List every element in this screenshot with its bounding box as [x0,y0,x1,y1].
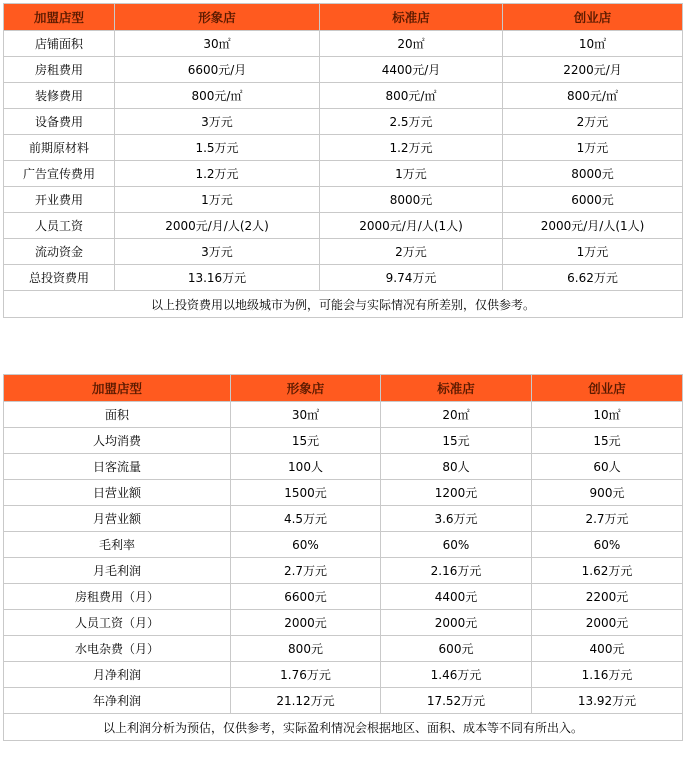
table-cell: 4400元 [381,584,532,610]
table-cell: 1.62万元 [532,558,683,584]
table-cell: 20㎡ [381,402,532,428]
table-cell: 3.6万元 [381,506,532,532]
table-cell: 3万元 [115,109,320,135]
table-cell: 1.76万元 [231,662,381,688]
table-cell: 600元 [381,636,532,662]
table-cell: 800元 [231,636,381,662]
row-label: 月净利润 [4,662,231,688]
table-cell: 15元 [381,428,532,454]
row-label: 日营业额 [4,480,231,506]
row-label: 水电杂费（月） [4,636,231,662]
table-cell: 2000元 [532,610,683,636]
row-label: 日客流量 [4,454,231,480]
table-cell: 9.74万元 [320,265,503,291]
table-cell: 8000元 [320,187,503,213]
table-cell: 1500元 [231,480,381,506]
table-row [4,83,683,109]
table-cell: 1万元 [503,135,683,161]
table-cell: 1.46万元 [381,662,532,688]
row-label: 流动资金 [4,239,115,265]
table-cell: 13.92万元 [532,688,683,714]
table-cell: 6600元/月 [115,57,320,83]
table-row [4,402,683,428]
table-cell: 6.62万元 [503,265,683,291]
table-cell: 1.2万元 [320,135,503,161]
header-cell: 标准店 [320,4,503,31]
table-row [4,428,683,454]
header-cell: 标准店 [381,375,532,402]
header-cell: 加盟店型 [4,4,115,31]
header-cell: 形象店 [231,375,381,402]
table-row [4,558,683,584]
table-cell: 900元 [532,480,683,506]
table-cell: 2200元 [532,584,683,610]
table-row [4,135,683,161]
table-cell: 400元 [532,636,683,662]
table-cell: 800元/㎡ [115,83,320,109]
row-label: 月毛利润 [4,558,231,584]
row-label: 房租费用（月） [4,584,231,610]
table-row [4,265,683,291]
table-cell: 2.7万元 [532,506,683,532]
profit-analysis-table [3,374,683,741]
note-row [4,291,683,318]
table-row [4,213,683,239]
table-row [4,506,683,532]
table-cell: 4.5万元 [231,506,381,532]
table-cell: 6000元 [503,187,683,213]
row-label: 装修费用 [4,83,115,109]
table-cell: 8000元 [503,161,683,187]
table-row [4,688,683,714]
table-cell: 60% [231,532,381,558]
table-cell: 800元/㎡ [320,83,503,109]
table-cell: 1200元 [381,480,532,506]
table-row [4,532,683,558]
table-cell: 30㎡ [231,402,381,428]
row-label: 月营业额 [4,506,231,532]
table-cell: 2000元/月/人(1人) [503,213,683,239]
table-cell: 1.2万元 [115,161,320,187]
table-row [4,161,683,187]
table-row [4,31,683,57]
row-label: 人员工资（月） [4,610,231,636]
table-cell: 3万元 [115,239,320,265]
row-label: 毛利率 [4,532,231,558]
table-cell: 2200元/月 [503,57,683,83]
row-label: 面积 [4,402,231,428]
row-label: 总投资费用 [4,265,115,291]
table-row [4,662,683,688]
table-cell: 1万元 [503,239,683,265]
header-row [4,4,683,31]
table-cell: 1.16万元 [532,662,683,688]
table-row [4,109,683,135]
table-cell: 2000元/月/人(1人) [320,213,503,239]
table-row [4,636,683,662]
table-row [4,454,683,480]
header-row [4,375,683,402]
table-cell: 2000元 [381,610,532,636]
row-label: 设备费用 [4,109,115,135]
table-cell: 15元 [231,428,381,454]
investment-note: 以上投资费用以地级城市为例，可能会与实际情况有所差别，仅供参考。 [4,291,683,318]
table-cell: 10㎡ [503,31,683,57]
table-cell: 2000元/月/人(2人) [115,213,320,239]
table-cell: 1.5万元 [115,135,320,161]
table-cell: 21.12万元 [231,688,381,714]
table-cell: 800元/㎡ [503,83,683,109]
table-cell: 2.16万元 [381,558,532,584]
row-label: 前期原材料 [4,135,115,161]
table-row [4,480,683,506]
table-cell: 2万元 [503,109,683,135]
header-cell: 创业店 [532,375,683,402]
row-label: 年净利润 [4,688,231,714]
profit-note: 以上利润分析为预估，仅供参考，实际盈利情况会根据地区、面积、成本等不同有所出入。 [4,714,683,741]
row-label: 开业费用 [4,187,115,213]
table-cell: 60% [381,532,532,558]
table-row [4,610,683,636]
table-cell: 2.7万元 [231,558,381,584]
table-row [4,239,683,265]
table-cell: 10㎡ [532,402,683,428]
table-cell: 1万元 [320,161,503,187]
header-cell: 形象店 [115,4,320,31]
table-row [4,584,683,610]
table-cell: 1万元 [115,187,320,213]
table-cell: 100人 [231,454,381,480]
table-cell: 30㎡ [115,31,320,57]
row-label: 店铺面积 [4,31,115,57]
row-label: 人员工资 [4,213,115,239]
row-label: 房租费用 [4,57,115,83]
table-cell: 2000元 [231,610,381,636]
table-cell: 2万元 [320,239,503,265]
header-cell: 加盟店型 [4,375,231,402]
table-cell: 6600元 [231,584,381,610]
table-row [4,187,683,213]
table-cell: 60人 [532,454,683,480]
investment-cost-table [3,3,683,318]
row-label: 广告宣传费用 [4,161,115,187]
table-cell: 17.52万元 [381,688,532,714]
table-row [4,57,683,83]
table-cell: 80人 [381,454,532,480]
note-row [4,714,683,741]
table-cell: 15元 [532,428,683,454]
table-cell: 13.16万元 [115,265,320,291]
table-cell: 60% [532,532,683,558]
table-cell: 20㎡ [320,31,503,57]
table-cell: 2.5万元 [320,109,503,135]
header-cell: 创业店 [503,4,683,31]
table-cell: 4400元/月 [320,57,503,83]
row-label: 人均消费 [4,428,231,454]
